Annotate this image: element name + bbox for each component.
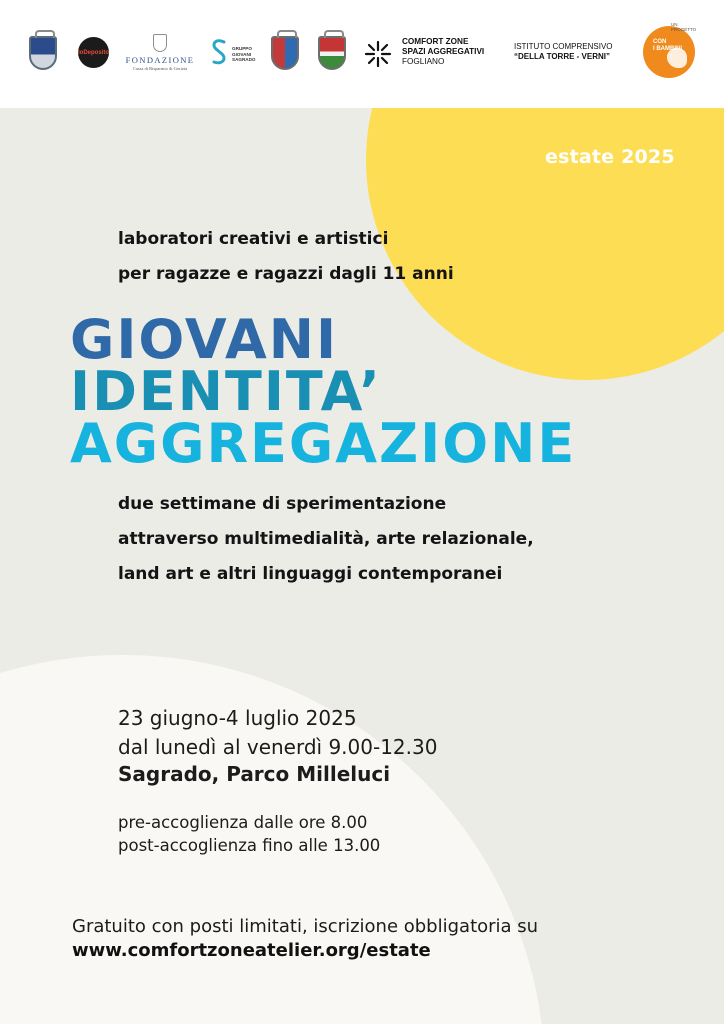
con-i-bambini-line1: CON: [653, 39, 667, 45]
fondazione-logo: [124, 34, 196, 71]
date-range: 23 giugno-4 luglio 2025: [118, 706, 357, 730]
comfort-zone-logo: [402, 37, 484, 67]
fondazione-emblem-icon: [153, 34, 167, 52]
comfort-zone-line3: FOGLIANO: [402, 57, 445, 66]
registration-note: Gratuito con posti limitati, iscrizione obbligatoria su: [72, 916, 539, 937]
headline-line1: GIOVANI: [70, 308, 339, 371]
fondazione-title: FONDAZIONE: [125, 55, 195, 65]
municipal-crest-icon: [271, 36, 299, 70]
intro-line2: per ragazze e ragazzi dagli 11 anni: [118, 264, 454, 284]
con-i-bambini-logo: [643, 22, 697, 80]
gruppo-s-icon: [210, 38, 228, 66]
headline-line3: AGGREGAZIONE: [70, 412, 577, 475]
fondazione-subtitle: Cassa di Risparmio di Gorizia: [132, 66, 188, 71]
iodeposito-text: IoDeposito: [78, 49, 109, 56]
istituto-comprensivo-logo: [514, 42, 613, 62]
registration-url-link[interactable]: www.comfortzoneatelier.org/estate: [72, 940, 431, 961]
season-label: estate 2025: [545, 146, 675, 168]
istituto-line2: “DELLA TORRE - VERNI”: [514, 52, 611, 61]
extra-hours: [118, 811, 380, 857]
gruppo-giovani-text: GRUPPO GIOVANI SAGRADO: [232, 46, 256, 63]
event-location: Sagrado, Parco Milleluci: [118, 762, 391, 786]
description-line3: land art e altri linguaggi contemporanei: [118, 564, 503, 584]
con-i-bambini-line2: I BAMBINI: [653, 46, 682, 52]
iodeposito-logo: [78, 37, 109, 68]
con-i-bambini-top: UN PROGETTO: [671, 22, 697, 32]
description-line2: attraverso multimedialità, arte relazionale,: [118, 529, 534, 549]
weekly-hours: dal lunedì al venerdì 9.00-12.30: [118, 735, 438, 759]
comfort-zone-star-icon: [364, 40, 392, 68]
municipal-crest-icon: [29, 36, 57, 70]
intro-line1: laboratori creativi e artistici: [118, 229, 389, 249]
pre-accoglienza: pre-accoglienza dalle ore 8.00: [118, 813, 368, 832]
headline-line2: IDENTITA’: [70, 360, 382, 423]
intro-text: [118, 222, 454, 292]
comfort-zone-line2: SPAZI AGGREGATIVI: [402, 47, 485, 56]
gruppo-giovani-logo: [210, 38, 262, 68]
comfort-zone-line1: COMFORT ZONE: [402, 37, 469, 46]
con-i-bambini-label: [653, 39, 682, 53]
istituto-line1: ISTITUTO COMPRENSIVO: [514, 42, 613, 51]
schedule-dates: [118, 704, 437, 762]
description-line1: due settimane di sperimentazione: [118, 494, 447, 514]
post-accoglienza: post-accoglienza fino alle 13.00: [118, 836, 381, 855]
municipal-crest-icon: [318, 36, 346, 70]
description-text: [118, 487, 534, 592]
